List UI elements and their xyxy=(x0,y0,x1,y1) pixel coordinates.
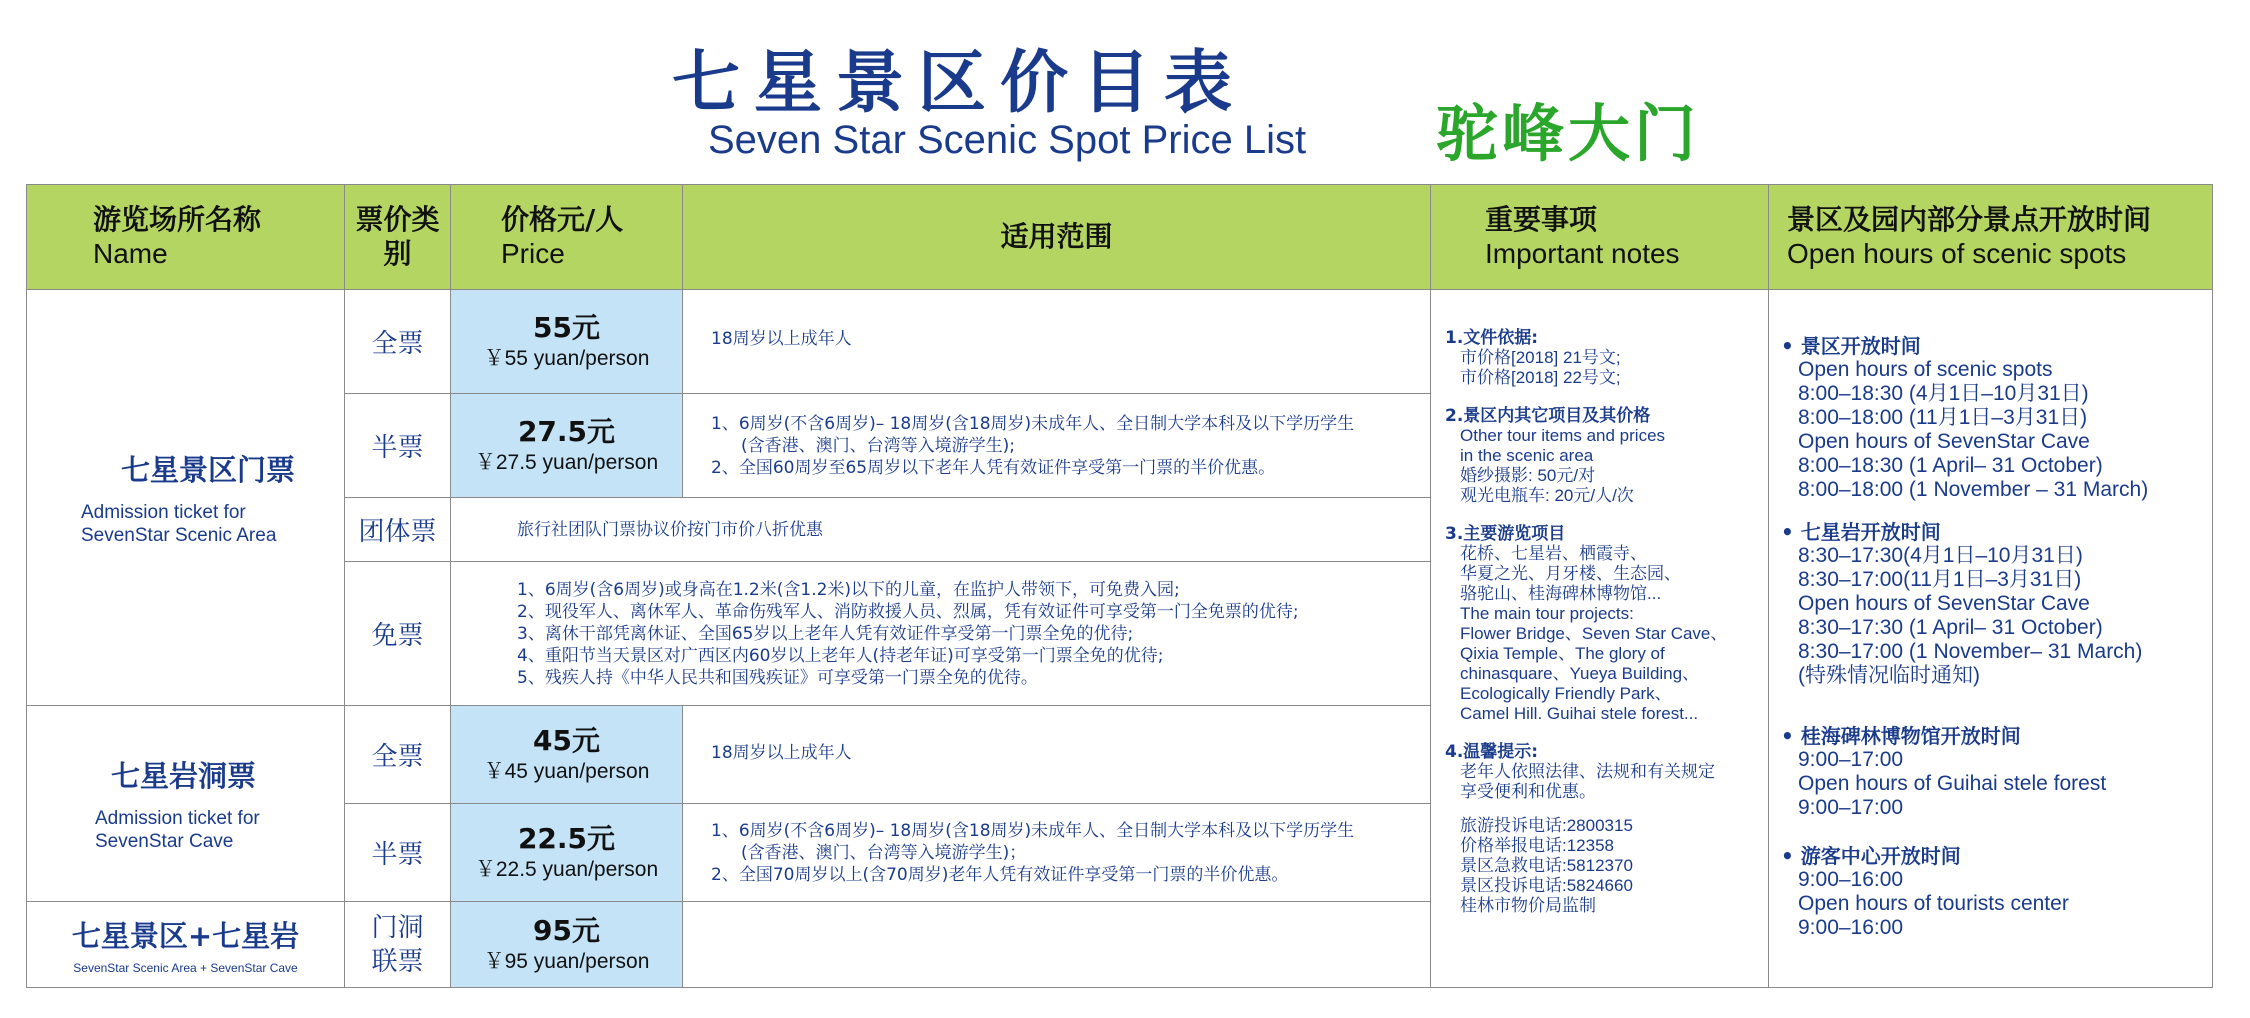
ticket-type: 半票 xyxy=(345,804,451,902)
price-table xyxy=(26,184,2213,988)
header-type xyxy=(345,185,451,290)
area-park xyxy=(27,290,345,706)
notes-section-title: 1.文件依据: xyxy=(1445,328,1539,348)
page-title: 七星景区价目表 xyxy=(672,44,1247,123)
scope-line: 1、6周岁(含6周岁)或身高在1.2米(含1.2米)以下的儿童，在监护人带领下，可免费入园; xyxy=(517,579,1180,600)
table-row xyxy=(27,290,2213,394)
contact-line: 旅游投诉电话:2800315 xyxy=(1460,816,1633,835)
price-cell xyxy=(451,394,683,498)
scope-cell-empty xyxy=(683,902,1431,988)
scope-line: 3、离休干部凭离休证、全国65岁以上老年人凭有效证件享受第一门票全免的优待; xyxy=(517,623,1134,644)
ticket-type: 免票 xyxy=(345,562,451,706)
ticket-type-line: 门洞 xyxy=(371,912,424,943)
area-cave xyxy=(27,706,345,902)
header-scope xyxy=(683,185,1431,290)
contact-line: 景区投诉电话:5824660 xyxy=(1460,876,1633,895)
area-combo-cn: 七星景区+七星岩 xyxy=(71,919,300,953)
notes-line: 享受便利和优惠。 xyxy=(1460,782,1596,801)
header-notes-cn: 重要事项 xyxy=(1485,203,1598,236)
header-name-cn: 游览场所名称 xyxy=(93,203,262,236)
table-header-row xyxy=(27,185,2213,290)
page-subtitle: Seven Star Scenic Spot Price List xyxy=(708,118,1307,162)
notes-line: The main tour projects: xyxy=(1460,604,1634,623)
notes-line: Flower Bridge、Seven Star Cave、 xyxy=(1460,624,1728,643)
area-park-en-2: SevenStar Scenic Area xyxy=(81,525,277,546)
header-type-cn: 票价类别 xyxy=(355,203,440,270)
scope-line: 2、现役军人、离休军人、革命伤残军人、消防救援人员、烈属，凭有效证件可享受第一门全免票的优待; xyxy=(517,601,1299,622)
header-scope-cn: 适用范围 xyxy=(1000,220,1113,253)
notes-line: Ecologically Friendly Park、 xyxy=(1460,684,1672,703)
price-cell xyxy=(451,902,683,988)
hours-section-title: • 游客中心开放时间 xyxy=(1781,844,1961,868)
ticket-type xyxy=(345,902,451,988)
area-cave-cn: 七星岩洞票 xyxy=(111,759,257,793)
hours-line: 8:00–18:00 (1 November – 31 March) xyxy=(1798,478,2149,501)
header-hours-cn: 景区及园内部分景点开放时间 xyxy=(1787,203,2152,236)
notes-line: Other tour items and prices xyxy=(1460,426,1666,445)
important-notes xyxy=(1431,290,1769,988)
header-price-en: Price xyxy=(501,238,565,269)
hours-line: Open hours of SevenStar Cave xyxy=(1798,430,2090,453)
hours-line: 8:00–18:30 (4月1日–10月31日) xyxy=(1798,382,2089,405)
hours-line: Open hours of SevenStar Cave xyxy=(1798,592,2090,615)
scope-cell: 旅行社团队门票协议价按门市价八折优惠 xyxy=(451,498,1431,562)
header-notes-en: Important notes xyxy=(1485,238,1680,269)
area-combo-en: SevenStar Scenic Area + SevenStar Cave xyxy=(73,961,298,975)
notes-section-title: 2.景区内其它项目及其价格 xyxy=(1445,406,1651,426)
hours-line: 8:30–17:00(11月1日–3月31日) xyxy=(1798,568,2082,591)
header-price xyxy=(451,185,683,290)
scope-line: 1、6周岁(不含6周岁)– 18周岁(含18周岁)未成年人、全日制大学本科及以下学历学生 xyxy=(711,820,1355,841)
hours-line: 8:30–17:30 (1 April– 31 October) xyxy=(1798,616,2103,639)
header-hours-en: Open hours of scenic spots xyxy=(1787,238,2127,269)
contact-line: 价格举报电话:12358 xyxy=(1460,836,1614,855)
notes-line: 市价格[2018] 21号文; xyxy=(1460,348,1621,367)
notes-line: 花桥、七星岩、栖霞寺、 xyxy=(1460,544,1647,563)
price-en: ￥55 yuan/person xyxy=(483,346,650,370)
hours-line: 8:30–17:30(4月1日–10月31日) xyxy=(1798,544,2083,567)
scope-line: (含香港、澳门、台湾等入境游学生)； xyxy=(741,842,1027,863)
hours-line: 9:00–16:00 xyxy=(1798,916,1904,939)
area-combo xyxy=(27,902,345,988)
hours-line: 9:00–17:00 xyxy=(1798,748,1904,771)
price-cn: 95元 xyxy=(533,913,600,947)
contact-line: 桂林市物价局监制 xyxy=(1460,896,1596,915)
notes-line: 骆驼山、桂海碑林博物馆... xyxy=(1460,584,1662,603)
scope-line: (含香港、澳门、台湾等入境游学生); xyxy=(741,435,1015,456)
price-en: ￥95 yuan/person xyxy=(483,949,650,973)
hours-line: 8:30–17:00 (1 November– 31 March) xyxy=(1798,640,2143,663)
hours-section-title: • 七星岩开放时间 xyxy=(1781,520,1941,544)
notes-section-title: 3.主要游览项目 xyxy=(1445,524,1566,544)
notes-line: 观光电瓶车: 20元/人/次 xyxy=(1460,486,1634,505)
gate-label: 驼峰大门 xyxy=(1436,97,1701,170)
ticket-type: 半票 xyxy=(345,394,451,498)
area-park-en-1: Admission ticket for xyxy=(81,502,246,523)
ticket-type: 全票 xyxy=(345,706,451,804)
price-en: ￥27.5 yuan/person xyxy=(474,450,659,474)
hours-section-title: • 景区开放时间 xyxy=(1781,334,1921,358)
area-cave-en-1: Admission ticket for xyxy=(95,808,260,829)
scope-cell: 18周岁以上成年人 xyxy=(683,290,1431,394)
ticket-type: 团体票 xyxy=(345,498,451,562)
scope-cell xyxy=(683,804,1431,902)
price-cn: 27.5元 xyxy=(517,414,616,448)
price-cn: 45元 xyxy=(533,723,600,757)
notes-line: in the scenic area xyxy=(1460,446,1594,465)
header-name xyxy=(27,185,345,290)
hours-line: (特殊情况临时通知) xyxy=(1798,664,1980,687)
scope-line: 4、重阳节当天景区对广西区内60岁以上老年人(持老年证)可享受第一门票全免的优待; xyxy=(517,645,1164,666)
hours-line: Open hours of scenic spots xyxy=(1798,358,2053,381)
price-cn: 55元 xyxy=(533,310,600,344)
hours-line: 8:00–18:30 (1 April– 31 October) xyxy=(1798,454,2103,477)
hours-line: 9:00–17:00 xyxy=(1798,796,1904,819)
open-hours xyxy=(1769,290,2213,988)
contact-line: 景区急救电话:5812370 xyxy=(1460,856,1633,875)
scope-cell: 18周岁以上成年人 xyxy=(683,706,1431,804)
price-en: ￥22.5 yuan/person xyxy=(474,857,659,881)
scope-line: 5、残疾人持《中华人民共和国残疾证》可享受第一门票全免的优待。 xyxy=(517,667,1038,688)
scope-cell xyxy=(451,562,1431,706)
scope-line: 2、全国70周岁以上(含70周岁)老年人凭有效证件享受第一门票的半价优惠。 xyxy=(711,864,1289,885)
hours-line: Open hours of tourists center xyxy=(1798,892,2069,915)
scope-line: 2、全国60周岁至65周岁以下老年人凭有效证件享受第一门票的半价优惠。 xyxy=(711,457,1276,478)
notes-section-title: 4.温馨提示: xyxy=(1445,742,1539,762)
notes-line: Qixia Temple、The glory of xyxy=(1460,644,1665,663)
hours-line: 8:00–18:00 (11月1日–3月31日) xyxy=(1798,406,2088,429)
header-price-cn: 价格元/人 xyxy=(501,203,624,236)
hours-line: Open hours of Guihai stele forest xyxy=(1798,772,2107,795)
notes-line: chinasquare、Yueya Building、 xyxy=(1460,664,1700,683)
notes-line: 婚纱摄影: 50元/对 xyxy=(1460,466,1596,485)
price-en: ￥45 yuan/person xyxy=(483,759,650,783)
area-park-cn: 七星景区门票 xyxy=(121,453,296,487)
ticket-type-line: 联票 xyxy=(371,946,424,977)
notes-line: 市价格[2018] 22号文; xyxy=(1460,368,1621,387)
header-notes xyxy=(1431,185,1769,290)
price-cn: 22.5元 xyxy=(517,821,616,855)
ticket-type: 全票 xyxy=(345,290,451,394)
notes-line: Camel Hill. Guihai stele forest... xyxy=(1460,704,1699,723)
hours-section-title: • 桂海碑林博物馆开放时间 xyxy=(1781,724,2021,748)
scope-line: 1、6周岁(不含6周岁)– 18周岁(含18周岁)未成年人、全日制大学本科及以下学历学生 xyxy=(711,413,1355,434)
scope-cell xyxy=(683,394,1431,498)
notes-line: 老年人依照法律、法规和有关规定 xyxy=(1460,762,1715,781)
price-cell xyxy=(451,804,683,902)
notes-line: 华夏之光、月牙楼、生态园、 xyxy=(1460,564,1681,583)
header-hours xyxy=(1769,185,2213,290)
hours-line: 9:00–16:00 xyxy=(1798,868,1904,891)
header-name-en: Name xyxy=(93,238,168,269)
price-cell xyxy=(451,706,683,804)
area-cave-en-2: SevenStar Cave xyxy=(95,831,234,852)
price-cell xyxy=(451,290,683,394)
